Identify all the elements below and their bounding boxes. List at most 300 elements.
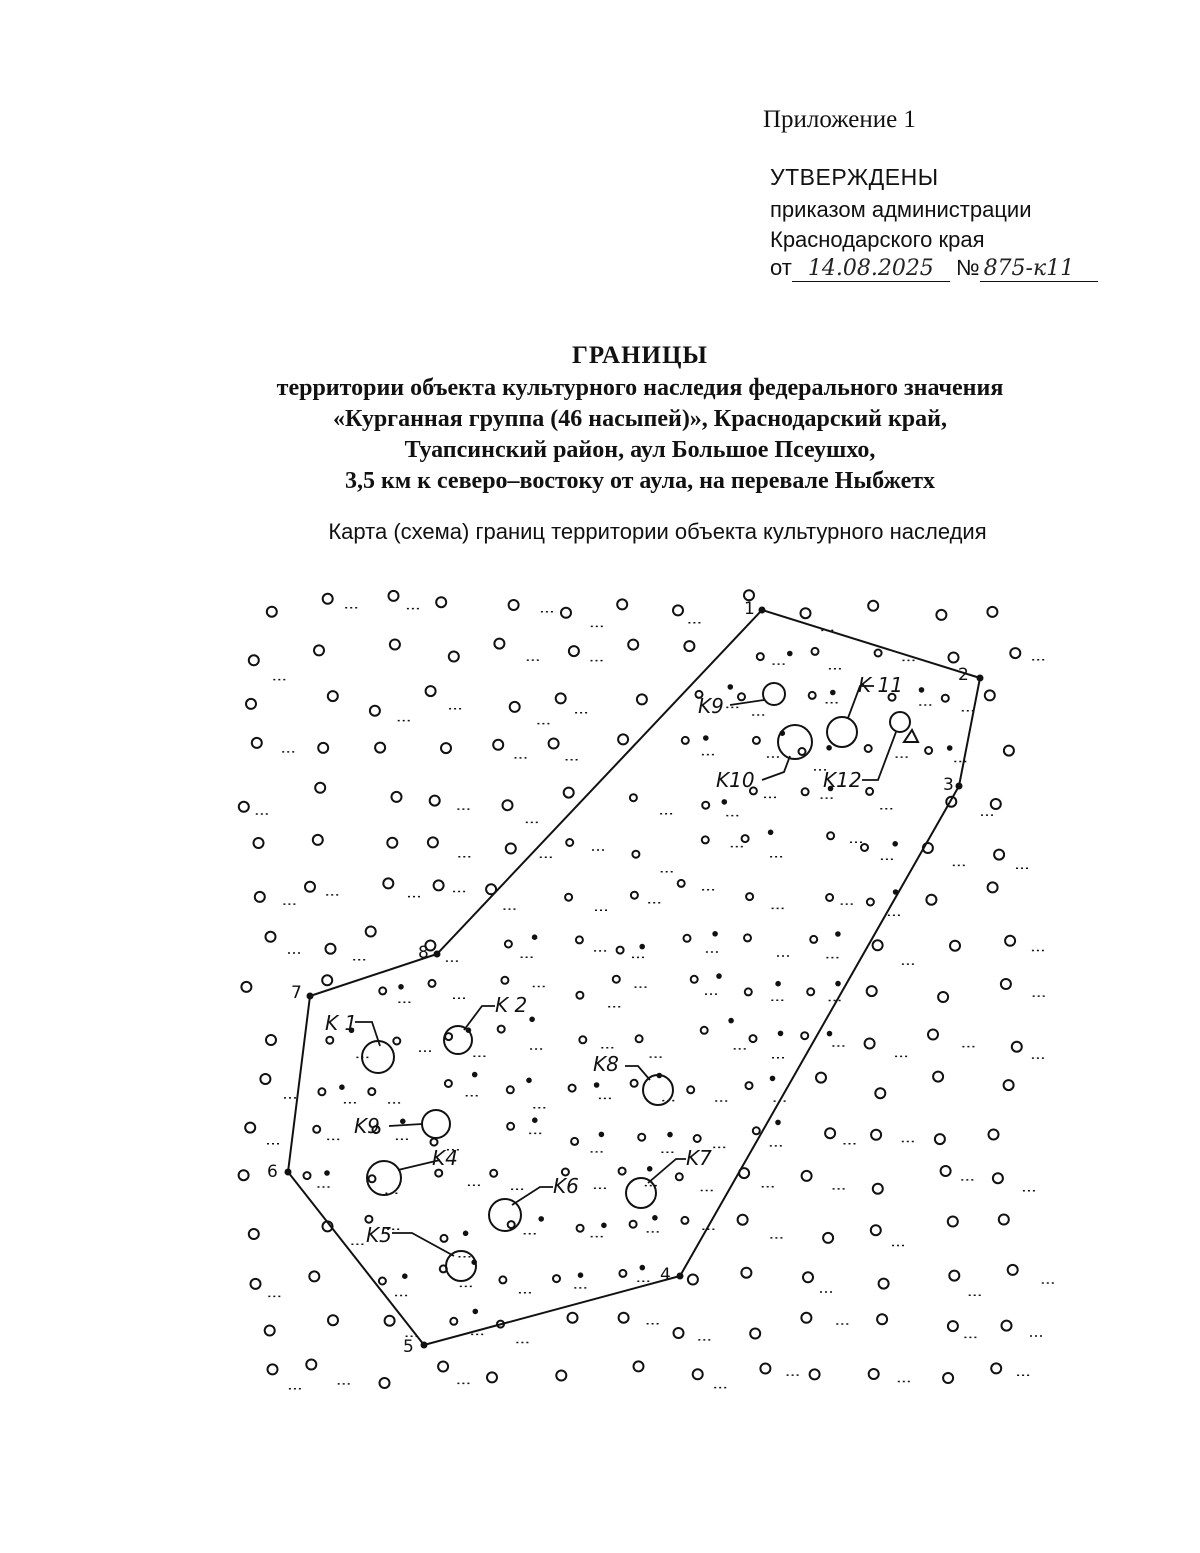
terrain-symbol — [826, 894, 833, 901]
terrain-symbol — [823, 1233, 833, 1243]
terrain-symbol — [943, 1373, 953, 1383]
terrain-symbol — [809, 692, 816, 699]
terrain-dot — [640, 945, 644, 949]
terrain-dot — [723, 800, 727, 804]
title-main: ГРАНИЦЫ — [572, 342, 708, 369]
terrain-symbol — [991, 1363, 1001, 1373]
terrain-symbol — [673, 605, 683, 615]
mound-k10 — [778, 725, 812, 759]
terrain-symbol — [688, 1275, 698, 1285]
mound-label-k9-north: K9 — [698, 694, 724, 718]
terrain-symbol — [368, 1088, 375, 1095]
title-line-4: 3,5 км к северо–востоку от аула, на перевале Ныбжетх — [344, 468, 936, 494]
terrain-symbol — [638, 1134, 645, 1141]
terrain-symbol — [681, 1217, 688, 1224]
terrain-symbol — [942, 695, 949, 702]
terrain-symbol — [326, 944, 336, 954]
terrain-symbol — [631, 892, 638, 899]
mound-label-k4: K4 — [432, 1146, 458, 1170]
terrain-symbols — [239, 590, 1056, 1389]
mound-k6 — [489, 1199, 521, 1231]
mound-k9-north — [763, 683, 785, 705]
terrain-symbol — [868, 601, 878, 611]
terrain-symbol — [871, 1130, 881, 1140]
mound-k8 — [643, 1075, 673, 1105]
terrain-symbol — [925, 747, 932, 754]
terrain-symbol — [564, 788, 574, 798]
terrain-symbol — [801, 1313, 811, 1323]
terrain-symbol — [985, 690, 995, 700]
terrain-symbol — [326, 1037, 333, 1044]
terrain-symbol — [928, 1030, 938, 1040]
terrain-symbol — [490, 1170, 497, 1177]
terrain-symbol — [803, 1272, 813, 1282]
terrain-symbol — [429, 980, 436, 987]
terrain-symbol — [799, 748, 806, 755]
terrain-dot — [729, 1019, 733, 1023]
terrain-symbol — [738, 1215, 748, 1225]
terrain-symbol — [865, 745, 872, 752]
terrain-symbol — [369, 1175, 376, 1182]
terrain-symbol — [825, 1128, 835, 1138]
terrain-symbol — [571, 1138, 578, 1145]
terrain-symbol — [636, 1035, 643, 1042]
terrain-symbol — [322, 975, 332, 985]
terrain-dot — [641, 1266, 645, 1270]
terrain-symbol — [933, 1072, 943, 1082]
terrain-symbol — [375, 743, 385, 753]
terrain-symbol — [561, 608, 571, 618]
terrain-symbol — [637, 694, 647, 704]
terrain-symbol — [549, 739, 559, 749]
mound-label-k1: K 1 — [325, 1011, 358, 1035]
date-prefix: от — [770, 255, 792, 280]
mound-k12 — [890, 712, 910, 732]
mound-label-k9: K9 — [354, 1114, 380, 1138]
terrain-symbol — [493, 740, 503, 750]
terrain-symbol — [499, 1276, 506, 1283]
terrain-dot — [401, 1120, 405, 1124]
terrain-symbol — [1010, 648, 1020, 658]
mound-label-k8: K8 — [593, 1052, 619, 1076]
terrain-symbol — [426, 686, 436, 696]
terrain-symbol — [249, 1229, 259, 1239]
terrain-symbol — [438, 1362, 448, 1372]
terrain-symbol — [315, 783, 325, 793]
mound-label-k5: K5 — [366, 1223, 392, 1247]
terrain-symbol — [619, 1168, 626, 1175]
terrain-symbol — [252, 738, 262, 748]
terrain-symbol — [753, 1127, 760, 1134]
map-caption: Карта (схема) границ территории объекта культурного наследия — [328, 519, 987, 544]
terrain-symbol — [576, 992, 583, 999]
terrain-symbol — [304, 1172, 311, 1179]
terrain-dot — [776, 982, 780, 986]
terrain-symbol — [313, 1126, 320, 1133]
number-prefix: № — [955, 255, 980, 280]
terrain-symbol — [268, 1364, 278, 1374]
mound-label-k7: K7 — [686, 1146, 712, 1170]
terrain-dot — [788, 652, 792, 656]
terrain-dot — [473, 1073, 477, 1077]
terrain-symbol — [266, 932, 276, 942]
terrain-symbol — [556, 693, 566, 703]
terrain-symbol — [618, 734, 628, 744]
terrain-symbol — [507, 1086, 514, 1093]
point-label-1: 1 — [744, 599, 755, 619]
terrain-dot — [717, 974, 721, 978]
terrain-symbol — [802, 788, 809, 795]
title-line-2: «Курганная группа (46 насыпей)», Краснодарский край, — [333, 406, 947, 432]
terrain-symbol — [569, 646, 579, 656]
title-line-3: Туапсинский район, аул Большое Псеушхо, — [404, 437, 876, 463]
terrain-symbol — [619, 1270, 626, 1277]
terrain-symbol — [431, 1139, 438, 1146]
terrain-symbol — [251, 1279, 261, 1289]
terrain-symbol — [577, 1225, 584, 1232]
terrain-symbol — [926, 895, 936, 905]
point-label-6: 6 — [267, 1162, 278, 1182]
terrain-symbol — [687, 1086, 694, 1093]
terrain-dot — [893, 842, 897, 846]
terrain-symbol — [389, 591, 399, 601]
terrain-dot — [776, 1121, 780, 1125]
terrain-symbol — [505, 941, 512, 948]
terrain-symbol — [938, 992, 948, 1002]
terrain-symbol — [506, 844, 516, 854]
terrain-symbol — [684, 935, 691, 942]
terrain-symbol — [693, 1369, 703, 1379]
terrain-dot — [948, 746, 952, 750]
terrain-symbol — [936, 610, 946, 620]
terrain-symbol — [866, 788, 873, 795]
terrain-symbol — [428, 837, 438, 847]
terrain-symbol — [383, 878, 393, 888]
terrain-symbol — [1004, 746, 1014, 756]
terrain-symbol — [510, 702, 520, 712]
terrain-dot — [533, 1118, 537, 1122]
terrain-symbol — [385, 1316, 395, 1326]
terrain-symbol — [318, 1088, 325, 1095]
terrain-symbol — [948, 1321, 958, 1331]
terrain-dot — [828, 1032, 832, 1036]
terrain-dot — [827, 746, 831, 750]
mound-k5 — [446, 1251, 476, 1281]
point-label-4: 4 — [660, 1265, 671, 1285]
terrain-dot — [648, 1167, 652, 1171]
terrain-symbol — [553, 1275, 560, 1282]
terrain-symbol — [948, 1217, 958, 1227]
terrain-symbol — [875, 650, 882, 657]
terrain-symbol — [619, 1313, 629, 1323]
terrain-symbol — [949, 1271, 959, 1281]
terrain-dot — [340, 1085, 344, 1089]
order-authority-line: приказом администрации — [770, 197, 1032, 222]
terrain-symbol — [632, 851, 639, 858]
terrain-symbol — [617, 599, 627, 609]
terrain-symbol — [569, 1085, 576, 1092]
terrain-symbol — [801, 608, 811, 618]
terrain-symbol — [744, 934, 751, 941]
terrain-symbol — [745, 988, 752, 995]
terrain-symbol — [994, 850, 1004, 860]
mound-k4 — [367, 1161, 401, 1195]
terrain-symbol — [678, 880, 685, 887]
mound-k11 — [827, 717, 857, 747]
terrain-symbol — [255, 892, 265, 902]
terrain-symbol — [949, 653, 959, 663]
terrain-symbol — [318, 743, 328, 753]
terrain-symbol — [579, 1036, 586, 1043]
terrain-symbol — [267, 607, 277, 617]
terrain-symbol — [239, 1170, 249, 1180]
terrain-symbol — [812, 648, 819, 655]
point-label-7: 7 — [291, 983, 302, 1003]
terrain-symbol — [365, 1216, 372, 1223]
terrain-dot — [713, 932, 717, 936]
terrain-symbol — [630, 794, 637, 801]
terrain-symbol — [441, 1235, 448, 1242]
terrain-symbol — [867, 986, 877, 996]
terrain-symbol — [873, 940, 883, 950]
terrain-symbol — [750, 1035, 757, 1042]
terrain-symbol — [701, 1027, 708, 1034]
terrain-symbol — [328, 691, 338, 701]
terrain-symbol — [801, 1032, 808, 1039]
terrain-symbol — [987, 607, 997, 617]
terrain-symbol — [873, 1184, 883, 1194]
mound-k7 — [626, 1178, 656, 1208]
terrain-symbol — [323, 594, 333, 604]
terrain-symbol — [390, 640, 400, 650]
boundary-point-5 — [421, 1342, 428, 1349]
terrain-symbol — [1012, 1042, 1022, 1052]
terrain-symbol — [631, 1080, 638, 1087]
boundary-point-2 — [977, 675, 984, 682]
terrain-symbol — [741, 1268, 751, 1278]
terrain-symbol — [682, 737, 689, 744]
terrain-symbol — [503, 800, 513, 810]
terrain-symbol — [935, 1134, 945, 1144]
terrain-symbol — [392, 792, 402, 802]
terrain-symbol — [556, 1371, 566, 1381]
terrain-symbol — [241, 982, 251, 992]
appendix-label: Приложение 1 — [763, 106, 916, 133]
terrain-symbol — [314, 645, 324, 655]
terrain-symbol — [988, 882, 998, 892]
terrain-symbol — [816, 1073, 826, 1083]
terrain-symbol — [676, 1173, 683, 1180]
terrain-dot — [533, 935, 537, 939]
terrain-dot — [403, 1274, 407, 1278]
mound-label-k12: K12 — [823, 768, 862, 792]
terrain-symbol — [494, 639, 504, 649]
terrain-symbol — [757, 653, 764, 660]
terrain-dot — [920, 688, 924, 692]
terrain-symbol — [1004, 1080, 1014, 1090]
terrain-symbol — [750, 1329, 760, 1339]
terrain-symbol — [435, 1170, 442, 1177]
mound-label-k2: K 2 — [495, 993, 528, 1017]
terrain-symbol — [576, 936, 583, 943]
terrain-symbol — [877, 1314, 887, 1324]
terrain-symbol — [239, 802, 249, 812]
terrain-symbol — [430, 796, 440, 806]
order-number: 875-к11 — [980, 257, 1098, 282]
terrain-symbol — [634, 1361, 644, 1371]
terrain-symbol — [265, 1326, 275, 1336]
terrain-dot — [399, 985, 403, 989]
boundary-point-3 — [956, 783, 963, 790]
terrain-symbol — [702, 836, 709, 843]
terrain-symbol — [434, 880, 444, 890]
terrain-dot — [325, 1171, 329, 1175]
title-line-1: территории объекта культурного наследия федерального значения — [276, 375, 1004, 401]
terrain-dot — [771, 1077, 775, 1081]
terrain-symbol — [989, 1130, 999, 1140]
terrain-symbol — [254, 838, 264, 848]
terrain-symbol — [742, 835, 749, 842]
terrain-dot — [595, 1083, 599, 1087]
point-label-3: 3 — [943, 775, 954, 795]
mound-k9 — [422, 1110, 450, 1138]
terrain-dot — [539, 1217, 543, 1221]
terrain-dot — [602, 1224, 606, 1228]
terrain-symbol — [867, 899, 874, 906]
terrain-symbol — [445, 1080, 452, 1087]
terrain-symbol — [810, 1369, 820, 1379]
survey-mark-icon — [904, 730, 918, 742]
terrain-symbol — [617, 947, 624, 954]
mound-label-k6: K6 — [553, 1174, 579, 1198]
terrain-symbol — [260, 1074, 270, 1084]
terrain-symbol — [746, 1082, 753, 1089]
boundary-point-7 — [307, 993, 314, 1000]
terrain-symbol — [436, 597, 446, 607]
terrain-symbol — [674, 1328, 684, 1338]
terrain-symbol — [441, 743, 451, 753]
terrain-symbol — [1005, 936, 1015, 946]
terrain-symbol — [393, 1038, 400, 1045]
terrain-symbol — [869, 1369, 879, 1379]
terrain-symbol — [245, 1123, 255, 1133]
terrain-symbol — [487, 1372, 497, 1382]
terrain-dot — [464, 1232, 468, 1236]
terrain-symbol — [366, 927, 376, 937]
terrain-symbol — [266, 1035, 276, 1045]
boundary-point-6 — [285, 1169, 292, 1176]
terrain-dot — [729, 685, 733, 689]
terrain-symbol — [380, 1378, 390, 1388]
order-date: 14.08.2025 — [792, 257, 950, 282]
terrain-symbol — [807, 988, 814, 995]
terrain-symbol — [450, 1318, 457, 1325]
terrain-symbol — [628, 640, 638, 650]
terrain-dot — [530, 1018, 534, 1022]
terrain-symbol — [630, 1221, 637, 1228]
terrain-symbol — [509, 600, 519, 610]
terrain-symbol — [1001, 979, 1011, 989]
terrain-symbol — [501, 977, 508, 984]
terrain-symbol — [249, 655, 259, 665]
terrain-dot — [769, 831, 773, 835]
terrain-dot — [600, 1133, 604, 1137]
terrain-symbol — [738, 693, 745, 700]
terrain-symbol — [508, 1221, 515, 1228]
terrain-symbol — [950, 941, 960, 951]
boundary-point-4 — [677, 1273, 684, 1280]
terrain-symbol — [753, 737, 760, 744]
terrain-symbol — [565, 894, 572, 901]
point-label-5: 5 — [403, 1337, 414, 1357]
terrain-dot — [836, 932, 840, 936]
terrain-symbol — [991, 799, 1001, 809]
terrain-symbol — [691, 976, 698, 983]
terrain-symbol — [746, 893, 753, 900]
terrain-symbol — [760, 1364, 770, 1374]
terrain-symbol — [328, 1315, 338, 1325]
terrain-symbol — [694, 1135, 701, 1142]
boundary-point-1 — [759, 607, 766, 614]
terrain-symbol — [993, 1173, 1003, 1183]
terrain-symbol — [613, 976, 620, 983]
terrain-symbol — [387, 838, 397, 848]
point-label-2: 2 — [958, 665, 969, 685]
terrain-symbol — [999, 1215, 1009, 1225]
terrain-symbol — [810, 936, 817, 943]
terrain-dot — [836, 982, 840, 986]
terrain-dot — [704, 736, 708, 740]
terrain-symbol — [802, 1171, 812, 1181]
terrain-symbol — [370, 706, 380, 716]
terrain-symbol — [861, 844, 868, 851]
mound-label-k11: K 11 — [858, 673, 903, 697]
terrain-symbol — [507, 1123, 514, 1130]
terrain-symbol — [246, 699, 256, 709]
terrain-dot — [779, 1032, 783, 1036]
terrain-symbol — [1008, 1265, 1018, 1275]
terrain-dot — [527, 1079, 531, 1083]
terrain-symbol — [449, 652, 459, 662]
terrain-symbol — [871, 1225, 881, 1235]
terrain-symbol — [875, 1088, 885, 1098]
terrain-symbol — [566, 839, 573, 846]
terrain-symbol — [568, 1313, 578, 1323]
point-label-8: 8 — [418, 943, 429, 963]
terrain-symbol — [827, 832, 834, 839]
terrain-dot — [653, 1216, 657, 1220]
terrain-symbol — [379, 1278, 386, 1285]
terrain-symbol — [702, 802, 709, 809]
terrain-symbol — [865, 1039, 875, 1049]
terrain-symbol — [941, 1166, 951, 1176]
terrain-symbol — [313, 835, 323, 845]
terrain-symbol — [309, 1271, 319, 1281]
terrain-symbol — [306, 1360, 316, 1370]
terrain-symbol — [379, 987, 386, 994]
terrain-dot — [474, 1310, 478, 1314]
boundary-point-8 — [434, 951, 441, 958]
terrain-symbol — [498, 1026, 505, 1033]
mound-label-k10: K10 — [716, 768, 755, 792]
terrain-symbol — [305, 882, 315, 892]
order-region-line: Краснодарского края — [770, 227, 985, 252]
terrain-symbol — [879, 1279, 889, 1289]
terrain-symbol — [684, 641, 694, 651]
terrain-dot — [831, 691, 835, 695]
terrain-dot — [579, 1273, 583, 1277]
approved-heading: УТВЕРЖДЕНЫ — [770, 164, 939, 190]
